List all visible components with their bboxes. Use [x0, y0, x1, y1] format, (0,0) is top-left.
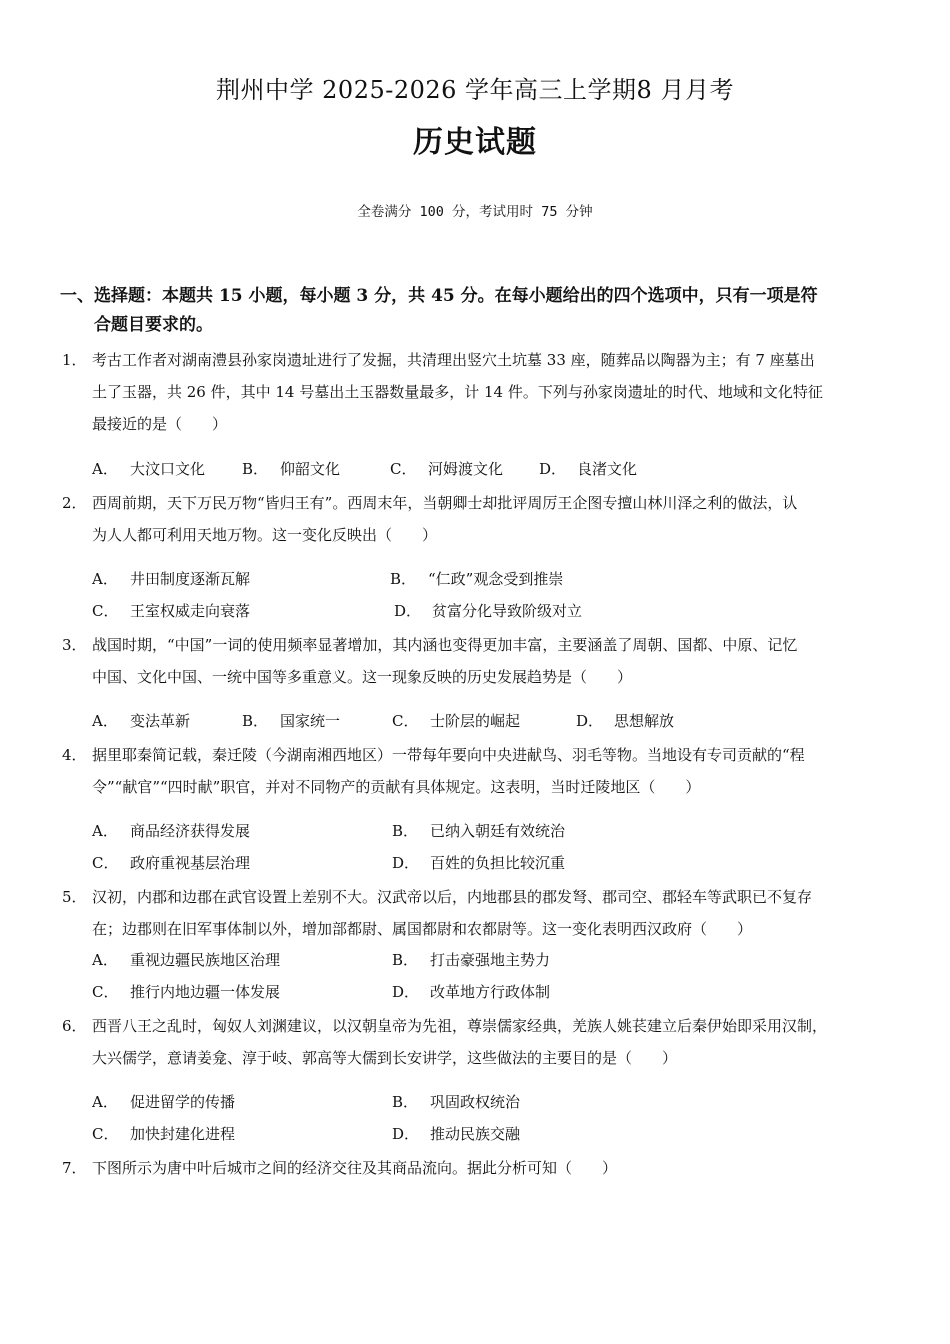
- question-5-options-row2: [92, 978, 892, 1006]
- question-text-line: 中国、文化中国、一统中国等多重意义。这一现象反映的历史发展趋势是（ ）: [92, 668, 633, 686]
- question-text-line: 为人人都可利用天地万物。这一变化反映出（ ）: [92, 526, 438, 544]
- question-text-line: 最接近的是（ ）: [92, 415, 228, 433]
- section-heading-line2: 合题目要求的。: [94, 315, 213, 335]
- question-1-options: [92, 455, 892, 483]
- question-text-line: 战国时期，“中国”一词的使用频率显著增加，其内涵也变得更加丰富，主要涵盖了周朝、国都、中原、记忆: [92, 636, 798, 654]
- question-number: 6．: [62, 1017, 87, 1035]
- question-4-options-row1: [92, 817, 892, 845]
- option-c[interactable]: C． 士阶层的崛起: [392, 712, 521, 730]
- question-text-line: 下图所示为唐中叶后城市之间的经济交往及其商品流向。据此分析可知（ ）: [92, 1159, 618, 1177]
- option-b[interactable]: B． 打击豪强地主势力: [392, 951, 551, 969]
- question-4-options-row2: [92, 849, 892, 877]
- option-d[interactable]: D． 贫富分化导致阶级对立: [394, 602, 583, 620]
- question-1: [62, 344, 890, 440]
- exam-title: 荆州中学 2025-2026 学年高三上学期8 月月考: [216, 76, 734, 104]
- question-2: [62, 487, 890, 551]
- option-c[interactable]: C． 河姆渡文化: [390, 460, 504, 478]
- question-text-line: 据里耶秦简记载，秦迁陵（今湖南湘西地区）一带每年要向中央进献鸟、羽毛等物。当地设有专司贡献的“程: [92, 746, 805, 764]
- option-c[interactable]: C． 王室权威走向衰落: [92, 602, 251, 620]
- option-d[interactable]: D． 良渚文化: [539, 460, 638, 478]
- question-6-options-row2: [92, 1120, 892, 1148]
- question-2-options-row1: [92, 565, 892, 593]
- option-d[interactable]: D． 百姓的负担比较沉重: [392, 854, 566, 872]
- option-b[interactable]: B． “仁政”观念受到推崇: [390, 570, 564, 588]
- option-a[interactable]: A． 促进留学的传播: [92, 1093, 236, 1111]
- question-5-options-row1: [92, 946, 892, 974]
- exam-info: 全卷满分 100 分，考试用时 75 分钟: [357, 204, 593, 220]
- option-a[interactable]: A． 商品经济获得发展: [92, 822, 251, 840]
- option-d[interactable]: D． 推动民族交融: [392, 1125, 521, 1143]
- option-b[interactable]: B． 已纳入朝廷有效统治: [392, 822, 566, 840]
- section-heading: [60, 282, 895, 340]
- question-text-line: 令”“献官”“四时献”职官，并对不同物产的贡献有具体规定。这表明，当时迁陵地区（ ）: [92, 778, 701, 796]
- question-3-options: [92, 707, 892, 735]
- question-number: 5．: [62, 888, 87, 906]
- question-5: [62, 881, 890, 945]
- question-7: [62, 1152, 890, 1184]
- question-6: [62, 1010, 890, 1074]
- option-a[interactable]: A． 大汶口文化: [92, 460, 206, 478]
- question-text-line: 在；边郡则在旧军事体制以外，增加部都尉、属国都尉和农都尉等。这一变化表明西汉政府（ ）: [92, 920, 753, 938]
- question-text-line: 汉初，内郡和边郡在武官设置上差别不大。汉武帝以后，内地郡县的郡发弩、郡司空、郡轻车等武职已不复存: [92, 888, 813, 906]
- option-a[interactable]: A． 变法革新: [92, 712, 191, 730]
- option-a[interactable]: A． 重视边疆民族地区治理: [92, 951, 281, 969]
- question-number: 4．: [62, 746, 87, 764]
- question-number: 3．: [62, 636, 87, 654]
- question-number: 7．: [62, 1159, 87, 1177]
- question-2-options-row2: [92, 597, 892, 625]
- option-b[interactable]: B． 国家统一: [242, 712, 341, 730]
- option-a[interactable]: A． 井田制度逐渐瓦解: [92, 570, 251, 588]
- question-number: 2．: [62, 494, 87, 512]
- question-6-options-row1: [92, 1088, 892, 1116]
- option-d[interactable]: D． 改革地方行政体制: [392, 983, 551, 1001]
- section-heading-line1: 一、选择题：本题共 15 小题，每小题 3 分，共 45 分。在每小题给出的四个选项中，只有一项是符: [60, 286, 818, 306]
- option-c[interactable]: C． 推行内地边疆一体发展: [92, 983, 281, 1001]
- question-text-line: 西周前期，天下万民万物“皆归王有”。西周末年，当朝卿士却批评周厉王企图专擅山林川泽之利的做法，认: [92, 494, 798, 512]
- option-c[interactable]: C． 加快封建化进程: [92, 1125, 236, 1143]
- question-3: [62, 629, 890, 693]
- option-d[interactable]: D． 思想解放: [576, 712, 675, 730]
- option-c[interactable]: C． 政府重视基层治理: [92, 854, 251, 872]
- question-number: 1．: [62, 351, 87, 369]
- option-b[interactable]: B． 仰韶文化: [242, 460, 341, 478]
- subject-title: 历史试题: [413, 125, 537, 160]
- question-text-line: 大兴儒学，意请姜龛、淳于岐、郭高等大儒到长安讲学，这些做法的主要目的是（ ）: [92, 1049, 678, 1067]
- question-4: [62, 739, 890, 803]
- question-text-line: 考古工作者对湖南澧县孙家岗遗址进行了发掘，共清理出竖穴土坑墓 33 座，随葬品以陶器为主；有 7 座墓出: [92, 351, 815, 369]
- question-text-line: 土了玉器，共 26 件，其中 14 号墓出土玉器数量最多，计 14 件。下列与孙家岗遗址的时代、地域和文化特征: [92, 383, 823, 401]
- option-b[interactable]: B． 巩固政权统治: [392, 1093, 521, 1111]
- question-text-line: 西晋八王之乱时，匈奴人刘渊建议，以汉朝皇帝为先祖，尊崇儒家经典，羌族人姚苌建立后秦伊始即采用汉制，: [92, 1017, 828, 1035]
